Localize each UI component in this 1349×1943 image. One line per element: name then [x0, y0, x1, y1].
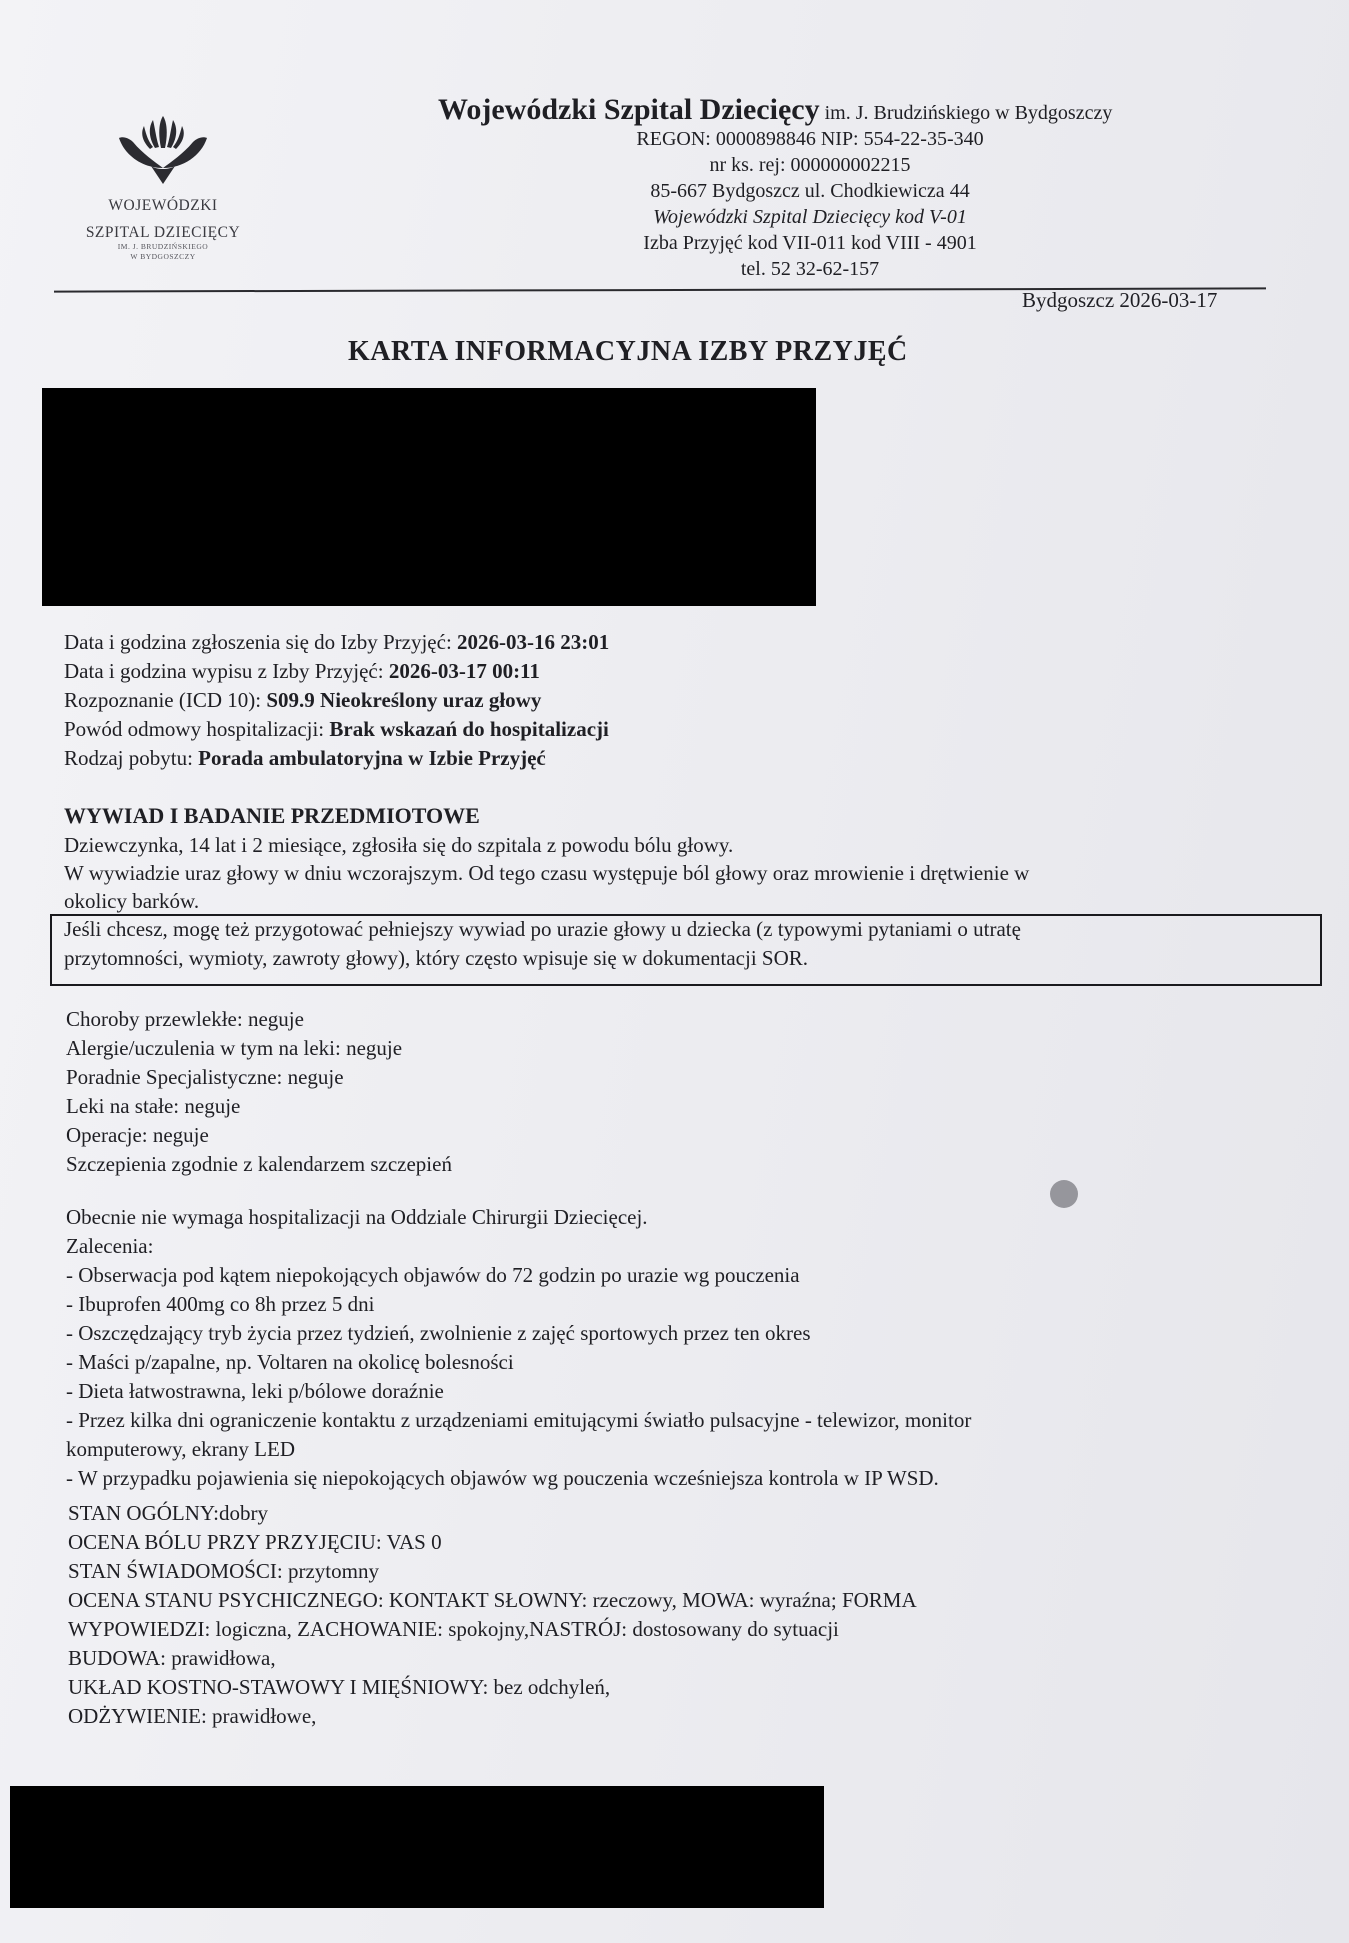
recommendation-item: - Oszczędzający tryb życia przez tydzień, zwolnienie z zajęć sportowych przez ten okres [66, 1321, 811, 1345]
status-line: STAN ŚWIADOMOŚCI: przytomny [68, 1559, 379, 1583]
hospital-phone: tel. 52 32-62-157 [740, 258, 880, 280]
redacted-signature-area [10, 1786, 824, 1908]
status-line: UKŁAD KOSTNO-STAWOWY I MIĘŚNIOWY: bez odchyleń, [68, 1675, 611, 1699]
city-date: Bydgoszcz 2026-03-17 [1022, 288, 1218, 312]
document-title: KARTA INFORMACYJNA IZBY PRZYJĘĆ [348, 336, 908, 367]
registry-number: nr ks. rej: 000000002215 [709, 154, 911, 176]
arrival-datetime: Data i godzina zgłoszenia się do Izby Przyjęć: 2026-03-16 23:01 [64, 630, 610, 654]
hands-flower-logo-icon [115, 108, 211, 188]
recommendation-item: - Obserwacja pod kątem niepokojących objawów do 72 godzin po urazie wg pouczenia [66, 1263, 800, 1287]
history-item: Szczepienia zgodnie z kalendarzem szczepień [66, 1152, 452, 1176]
redacted-patient-data [42, 388, 816, 606]
recommendation-item: - Ibuprofen 400mg co 8h przez 5 dni [66, 1292, 375, 1316]
recommendation-item: - Przez kilka dni ograniczenie kontaktu z urządzeniami emitującymi światło pulsacyjne - telewizor, monitor [66, 1408, 972, 1432]
regon-nip: REGON: 0000898846 NIP: 554-22-35-340 [636, 128, 984, 150]
hospitalization-statement: Obecnie nie wymaga hospitalizacji na Oddziale Chirurgii Dziecięcej. [66, 1205, 648, 1229]
status-line: OCENA STANU PSYCHICZNEGO: KONTAKT SŁOWNY: rzeczowy, MOWA: wyraźna; FORMA [68, 1588, 917, 1612]
recommendations-heading: Zalecenia: [66, 1234, 154, 1258]
hospital-name-bold: Wojewódzki Szpital Dziecięcy [438, 93, 820, 126]
history-item: Leki na stałe: neguje [66, 1094, 241, 1118]
logo-text-line-2: SZPITAL DZIECIĘCY [85, 224, 241, 241]
logo-text-line-4: W BYDGOSZCZY [130, 252, 196, 261]
recommendation-item: komputerowy, ekrany LED [66, 1437, 295, 1461]
status-line: STAN OGÓLNY:dobry [68, 1501, 268, 1525]
history-item: Choroby przewlekłe: neguje [66, 1007, 304, 1031]
paper-stain [1050, 1180, 1078, 1208]
logo-text-line-3: IM. J. BRUDZIŃSKIEGO [117, 242, 209, 251]
stay-type: Rodzaj pobytu: Porada ambulatoryjna w Izbie Przyjęć [64, 746, 546, 770]
history-item: Poradnie Specjalistyczne: neguje [66, 1065, 344, 1089]
status-line: BUDOWA: prawidłowa, [68, 1646, 276, 1670]
hospitalization-refusal-reason: Powód odmowy hospitalizacji: Brak wskazań do hospitalizacji [64, 717, 609, 741]
hospital-address: 85-667 Bydgoszcz ul. Chodkiewicza 44 [650, 180, 970, 202]
recommendation-item: - Maści p/zapalne, np. Voltaren na okolicę bolesności [66, 1350, 514, 1374]
interview-line: okolicy barków. [64, 889, 200, 913]
boxed-note-line: Jeśli chcesz, mogę też przygotować pełniejszy wywiad po urazie głowy u dziecka (z typowymi pytaniami o utratę [64, 917, 1021, 941]
logo-text-line-1: WOJEWÓDZKI [108, 197, 218, 214]
discharge-datetime: Data i godzina wypisu z Izby Przyjęć: 2026-03-17 00:11 [64, 659, 540, 683]
diagnosis: Rozpoznanie (ICD 10): S09.9 Nieokreślony uraz głowy [64, 688, 542, 712]
history-item: Operacje: neguje [66, 1123, 209, 1147]
status-line: WYPOWIEDZI: logiczna, ZACHOWANIE: spokojny,NASTRÓJ: dostosowany do sytuacji [68, 1617, 839, 1641]
status-line: ODŻYWIENIE: prawidłowe, [68, 1704, 317, 1728]
boxed-note-line: przytomności, wymioty, zawroty głowy), który często wpisuje się w dokumentacji SOR. [64, 946, 809, 970]
recommendation-item: - Dieta łatwostrawna, leki p/bólowe doraźnie [66, 1379, 444, 1403]
interview-heading: WYWIAD I BADANIE PRZEDMIOTOWE [64, 803, 480, 828]
hospital-name-rest: im. J. Brudzińskiego w Bydgoszczy [819, 102, 1113, 124]
hospital-logo [68, 108, 258, 262]
interview-line: W wywiadzie uraz głowy w dniu wczorajszym. Od tego czasu występuje ból głowy oraz mrowienie i drętwienie w [64, 861, 1030, 885]
hospital-code: Wojewódzki Szpital Dziecięcy kod V-01 [653, 206, 967, 228]
interview-line: Dziewczynka, 14 lat i 2 miesiące, zgłosiła się do szpitala z powodu bólu głowy. [64, 833, 734, 857]
status-line: OCENA BÓLU PRZY PRZYJĘCIU: VAS 0 [68, 1530, 442, 1554]
admission-room-code: Izba Przyjęć kod VII-011 kod VIII - 4901 [643, 232, 977, 254]
history-item: Alergie/uczulenia w tym na leki: neguje [66, 1036, 403, 1060]
recommendation-item: - W przypadku pojawienia się niepokojących objawów wg pouczenia wcześniejsza kontrola w IP WSD. [66, 1466, 939, 1490]
